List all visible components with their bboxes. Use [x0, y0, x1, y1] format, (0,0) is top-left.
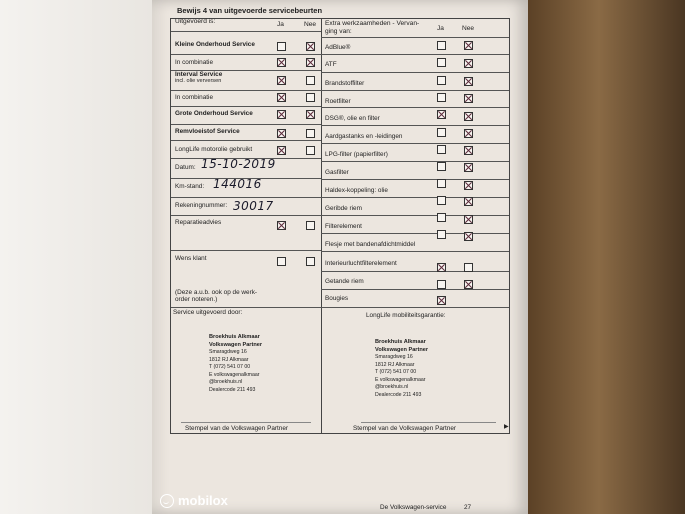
km-stand-label: Km-stand:: [175, 183, 205, 190]
datum-label: Datum:: [175, 164, 196, 171]
column-divider: [321, 19, 322, 433]
watermark: [160, 493, 228, 508]
kleine-onderhoud-nee-checkbox[interactable]: [306, 42, 315, 51]
left-row-interval-service: [175, 71, 222, 85]
left-row-longlife-olie: LongLife motorolie gebruikt: [175, 146, 253, 153]
service-booklet-page: [152, 0, 528, 514]
left-row-kleine-onderhoud: Kleine Onderhoud Service: [175, 41, 255, 48]
haldex-ja-checkbox[interactable]: [437, 179, 446, 188]
right-row-bougies: Bougies: [325, 295, 349, 302]
wens-klant-nee-checkbox[interactable]: [306, 257, 315, 266]
adblue-nee-checkbox[interactable]: [464, 41, 473, 50]
stamp-caption-left: Stempel van de Volkswagen Partner: [185, 425, 289, 432]
dealer-stamp-left: [209, 334, 262, 394]
reparatieadvies-nee-checkbox[interactable]: [306, 221, 315, 230]
stamp-left-dealer-name: Broekhuis Alkmaar: [209, 334, 260, 340]
stamp-left-phone: T (072) 541 07 00: [209, 364, 251, 370]
in-combinatie-1-ja-checkbox[interactable]: [277, 58, 286, 67]
rekeningnummer-label: Rekeningnummer:: [175, 202, 228, 209]
wens-klant-ja-checkbox[interactable]: [277, 257, 286, 266]
aardgastanks-nee-checkbox[interactable]: [464, 129, 473, 138]
geribde-riem-ja-checkbox[interactable]: [437, 196, 446, 205]
stamp-caption-right: Stempel van de Volkswagen Partner: [353, 425, 457, 432]
grote-onderhoud-ja-checkbox[interactable]: [277, 110, 286, 119]
flesje-banden-ja-checkbox[interactable]: [437, 230, 446, 239]
flesje-banden-nee-checkbox[interactable]: [464, 232, 473, 241]
stamp-left-dealercode: Dealercode 211 493: [209, 386, 256, 393]
background-right: [528, 0, 685, 514]
left-row-in-combinatie-2: In combinatie: [175, 94, 214, 101]
service-table: [170, 18, 510, 434]
longlife-olie-nee-checkbox[interactable]: [306, 146, 315, 155]
in-combinatie-2-nee-checkbox[interactable]: [306, 93, 315, 102]
interval-service-label: Interval Service: [175, 71, 223, 78]
stamp-left-email-2: @broekhuis.nl: [209, 379, 243, 385]
adblue-ja-checkbox[interactable]: [437, 41, 446, 50]
page-number: 27: [464, 504, 472, 511]
interval-service-sub: incl. olie verversen: [175, 78, 222, 84]
stamp-right-city: 1812 RJ Alkmaar: [375, 361, 415, 368]
stamp-right-partner: Volkswagen Partner: [375, 346, 429, 353]
interval-service-ja-checkbox[interactable]: [277, 76, 286, 85]
gasfilter-nee-checkbox[interactable]: [464, 163, 473, 172]
footer-section-title: De Volkswagen-service: [380, 504, 447, 511]
right-row-getande-riem: Getande riem: [325, 278, 364, 285]
left-header-title: Uitgevoerd is:: [175, 18, 216, 25]
interval-service-nee-checkbox[interactable]: [306, 76, 315, 85]
stamp-left-street: Smaragdweg 16: [209, 349, 247, 355]
stamp-left-email-1: E volkswagenalkmaar: [209, 371, 260, 378]
remvloeistof-ja-checkbox[interactable]: [277, 129, 286, 138]
right-row-gasfilter: Gasfilter: [325, 169, 349, 176]
background-left: [0, 0, 152, 514]
longlife-mobiliteitsgarantie-label: LongLife mobiliteitsgarantie:: [366, 312, 446, 319]
dsg-ja-checkbox[interactable]: [437, 110, 446, 119]
mobilox-logo-icon: [160, 494, 174, 508]
werkorder-note: [175, 289, 257, 303]
aardgastanks-ja-checkbox[interactable]: [437, 128, 446, 137]
left-row-in-combinatie-1: In combinatie: [175, 59, 214, 66]
left-header-ja: Ja: [277, 21, 284, 28]
gasfilter-ja-checkbox[interactable]: [437, 162, 446, 171]
right-header-ja: Ja: [437, 25, 444, 32]
longlife-olie-ja-checkbox[interactable]: [277, 146, 286, 155]
service-uitgevoerd-door-label: Service uitgevoerd door:: [173, 309, 243, 316]
left-header-nee: Nee: [304, 21, 317, 28]
right-row-adblue: AdBlue®: [325, 44, 351, 51]
left-row-remvloeistof: Remvloeistof Service: [175, 128, 240, 135]
interieurluchtfilter-nee-checkbox[interactable]: [464, 263, 473, 272]
stamp-left-city: 1812 RJ Alkmaar: [209, 356, 249, 363]
watermark-text: mobilox: [178, 493, 228, 508]
roetfilter-ja-checkbox[interactable]: [437, 93, 446, 102]
grote-onderhoud-nee-checkbox[interactable]: [306, 110, 315, 119]
geribde-riem-nee-checkbox[interactable]: [464, 197, 473, 206]
filterelement-ja-checkbox[interactable]: [437, 213, 446, 222]
stamp-right-street: Smaragdweg 16: [375, 354, 413, 360]
lpg-filter-nee-checkbox[interactable]: [464, 146, 473, 155]
getande-riem-nee-checkbox[interactable]: [464, 280, 473, 289]
note-line-1: (Deze a.u.b. ook op de werk-: [175, 289, 258, 296]
datum-value: 15-10-2019: [201, 157, 276, 171]
interieurluchtfilter-ja-checkbox[interactable]: [437, 263, 446, 272]
right-row-flesje-banden: Flesje met bandenafdichtmiddel: [325, 241, 416, 248]
stamp-left-partner: Volkswagen Partner: [209, 341, 263, 348]
right-header-title: [325, 20, 419, 36]
roetfilter-nee-checkbox[interactable]: [464, 94, 473, 103]
right-row-filterelement: Filterelement: [325, 223, 362, 230]
right-row-geribde-riem: Geribde riem: [325, 205, 362, 212]
right-row-dsg: DSG®, olie en filter: [325, 115, 380, 122]
reparatieadvies-label: Reparatieadvies: [175, 219, 222, 226]
wens-klant-label: Wens klant: [175, 255, 207, 262]
stamp-right-dealercode: Dealercode 211 493: [375, 391, 422, 398]
right-header-nee: Nee: [462, 25, 475, 32]
brandstoffilter-ja-checkbox[interactable]: [437, 76, 446, 85]
in-combinatie-2-ja-checkbox[interactable]: [277, 93, 286, 102]
bougies-ja-checkbox[interactable]: [437, 296, 446, 305]
continue-arrow-icon: ▶: [504, 424, 509, 430]
right-row-haldex: Haldex-koppeling: olie: [325, 187, 388, 194]
right-row-brandstoffilter: Brandstoffilter: [325, 80, 365, 87]
note-line-2: order noteren.): [175, 296, 218, 303]
right-row-roetfilter: Roetfilter: [325, 98, 351, 105]
left-row-grote-onderhoud: Grote Onderhoud Service: [175, 110, 253, 117]
in-combinatie-1-nee-checkbox[interactable]: [306, 58, 315, 67]
atf-ja-checkbox[interactable]: [437, 58, 446, 67]
haldex-nee-checkbox[interactable]: [464, 181, 473, 190]
stamp-right-email-1: E volkswagenalkmaar: [375, 376, 426, 383]
page-title: Bewijs 4 van uitgevoerde servicebeurten: [177, 6, 323, 15]
getande-riem-ja-checkbox[interactable]: [437, 280, 446, 289]
km-stand-value: 144016: [213, 177, 262, 191]
filterelement-nee-checkbox[interactable]: [464, 215, 473, 224]
brandstoffilter-nee-checkbox[interactable]: [464, 77, 473, 86]
right-row-lpg-filter: LPG-filter (papierfilter): [325, 151, 388, 158]
right-header-title-line1: Extra werkzaamheden - Vervan-: [325, 20, 420, 27]
dealer-stamp-right: [375, 339, 428, 399]
right-row-aardgastanks: Aardgastanks en -leidingen: [325, 133, 403, 140]
rekeningnummer-value: 30017: [233, 199, 274, 213]
dsg-nee-checkbox[interactable]: [464, 112, 473, 121]
remvloeistof-nee-checkbox[interactable]: [306, 129, 315, 138]
reparatieadvies-ja-checkbox[interactable]: [277, 221, 286, 230]
stamp-right-email-2: @broekhuis.nl: [375, 384, 409, 390]
atf-nee-checkbox[interactable]: [464, 59, 473, 68]
right-row-interieurluchtfilter: Interieurluchtfilterelement: [325, 260, 397, 267]
stamp-right-dealer-name: Broekhuis Alkmaar: [375, 339, 426, 345]
stamp-right-phone: T (072) 541 07 00: [375, 369, 417, 375]
right-header-title-line2: ging van:: [325, 28, 352, 35]
right-row-atf: ATF: [325, 61, 337, 68]
kleine-onderhoud-ja-checkbox[interactable]: [277, 42, 286, 51]
lpg-filter-ja-checkbox[interactable]: [437, 145, 446, 154]
